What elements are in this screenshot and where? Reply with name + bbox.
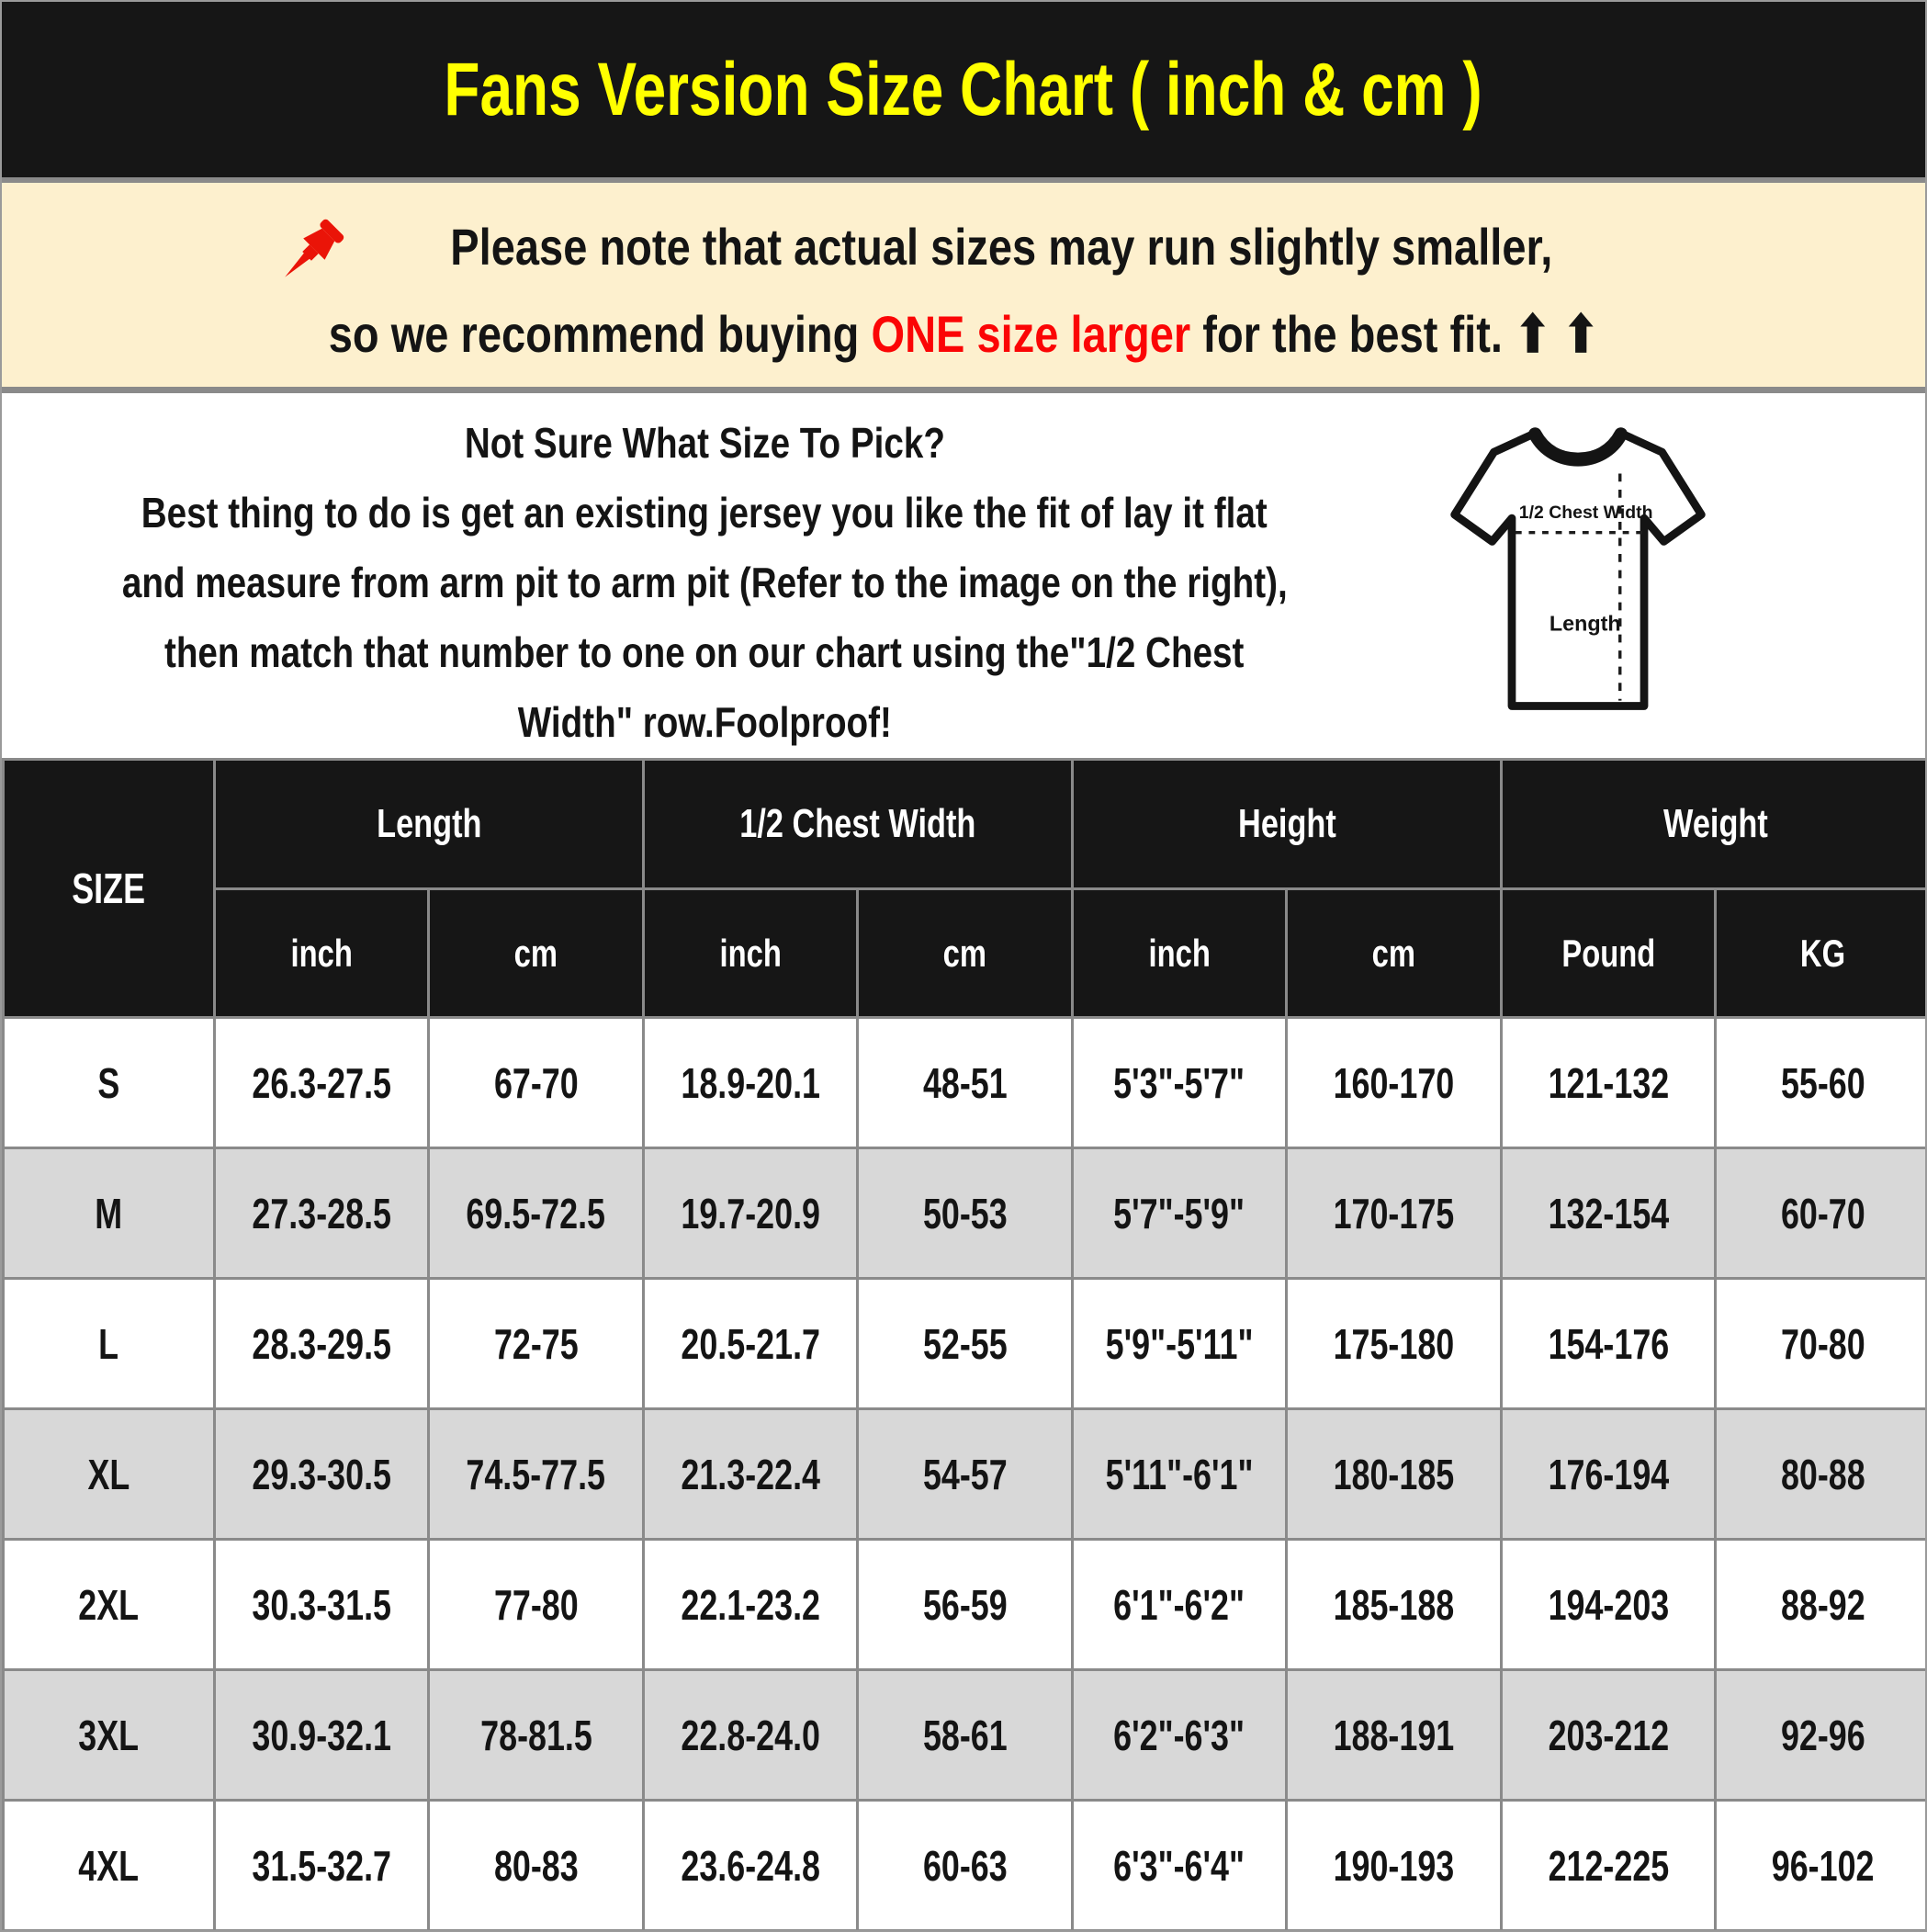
col-header-pound: Pound [1502, 889, 1716, 1018]
value-cell: 30.3-31.5 [215, 1540, 429, 1670]
chest-width-label: 1/2 Chest Width [1518, 503, 1653, 524]
value-cell: 5'9"-5'11" [1073, 1279, 1287, 1409]
size-cell: L [4, 1279, 215, 1409]
value-cell: 96-102 [1716, 1801, 1927, 1931]
col-group-length: Length [215, 760, 644, 889]
notice-text-2-suffix: for the best fit. [1189, 305, 1515, 363]
notice-text-2-prefix: so we recommend buying [328, 305, 872, 363]
value-cell: 5'7"-5'9" [1073, 1148, 1287, 1279]
guide-line: and measure from arm pit to arm pit (Refer to the image on the right), [121, 559, 1288, 606]
value-cell: 170-175 [1287, 1148, 1502, 1279]
table-row-3xl [4, 1670, 1927, 1801]
value-cell: 175-180 [1287, 1279, 1502, 1409]
pushpin-icon [270, 212, 351, 293]
value-cell: 78-81.5 [429, 1670, 644, 1801]
value-cell: 50-53 [858, 1148, 1073, 1279]
value-cell: 67-70 [429, 1018, 644, 1148]
value-cell: 28.3-29.5 [215, 1279, 429, 1409]
value-cell: 203-212 [1502, 1670, 1716, 1801]
col-header-size: SIZE [4, 760, 215, 1018]
value-cell: 55-60 [1716, 1018, 1927, 1148]
col-header-cm: cm [858, 889, 1073, 1018]
size-cell: 3XL [4, 1670, 215, 1801]
value-cell: 22.1-23.2 [644, 1540, 858, 1670]
tshirt-diagram [1444, 417, 1712, 728]
notice-text-1: Please note that actual sizes may run slightly smaller, [449, 218, 1552, 276]
value-cell: 180-185 [1287, 1409, 1502, 1540]
guide-heading: Not Sure What Size To Pick? [464, 419, 945, 467]
table-row-xl [4, 1409, 1927, 1540]
col-header-inch: inch [1073, 889, 1287, 1018]
col-group-height: Height [1073, 760, 1502, 889]
up-arrows-icon: ⬆ ⬆ [1514, 305, 1599, 363]
col-group-weight: Weight [1502, 760, 1927, 889]
size-table [2, 758, 1927, 1932]
value-cell: 60-63 [858, 1801, 1073, 1931]
col-header-inch: inch [215, 889, 429, 1018]
table-subheader-row [4, 889, 1927, 1018]
size-cell: S [4, 1018, 215, 1148]
value-cell: 18.9-20.1 [644, 1018, 858, 1148]
value-cell: 20.5-21.7 [644, 1279, 858, 1409]
value-cell: 5'11"-6'1" [1073, 1409, 1287, 1540]
value-cell: 194-203 [1502, 1540, 1716, 1670]
value-cell: 154-176 [1502, 1279, 1716, 1409]
value-cell: 6'2"-6'3" [1073, 1670, 1287, 1801]
tshirt-icon [1444, 417, 1712, 728]
value-cell: 48-51 [858, 1018, 1073, 1148]
value-cell: 121-132 [1502, 1018, 1716, 1148]
value-cell: 26.3-27.5 [215, 1018, 429, 1148]
value-cell: 92-96 [1716, 1670, 1927, 1801]
value-cell: 30.9-32.1 [215, 1670, 429, 1801]
value-cell: 56-59 [858, 1540, 1073, 1670]
value-cell: 19.7-20.9 [644, 1148, 858, 1279]
value-cell: 132-154 [1502, 1148, 1716, 1279]
table-row-s [4, 1018, 1927, 1148]
value-cell: 6'1"-6'2" [1073, 1540, 1287, 1670]
value-cell: 23.6-24.8 [644, 1801, 858, 1931]
value-cell: 80-88 [1716, 1409, 1927, 1540]
guide-line: Width" row.Foolproof! [517, 698, 892, 746]
value-cell: 60-70 [1716, 1148, 1927, 1279]
value-cell: 188-191 [1287, 1670, 1502, 1801]
value-cell: 185-188 [1287, 1540, 1502, 1670]
col-header-kg: KG [1716, 889, 1927, 1018]
size-cell: M [4, 1148, 215, 1279]
table-group-header-row [4, 760, 1927, 889]
title-bar [2, 2, 1925, 177]
value-cell: 80-83 [429, 1801, 644, 1931]
sizing-guide-section [2, 393, 1925, 758]
col-group-chest-width: 1/2 Chest Width [644, 760, 1073, 889]
guide-line: then match that number to one on our chart using the"1/2 Chest [164, 628, 1245, 676]
notice-line-1 [270, 207, 1658, 288]
value-cell: 52-55 [858, 1279, 1073, 1409]
size-table-wrap [2, 758, 1925, 1932]
col-header-cm: cm [429, 889, 644, 1018]
col-header-inch: inch [644, 889, 858, 1018]
size-cell: XL [4, 1409, 215, 1540]
size-cell: 2XL [4, 1540, 215, 1670]
value-cell: 77-80 [429, 1540, 644, 1670]
value-cell: 88-92 [1716, 1540, 1927, 1670]
table-row-2xl [4, 1540, 1927, 1670]
value-cell: 74.5-77.5 [429, 1409, 644, 1540]
value-cell: 5'3"-5'7" [1073, 1018, 1287, 1148]
table-row-m [4, 1148, 1927, 1279]
page-title: Fans Version Size Chart ( inch & cm ) [444, 47, 1483, 131]
value-cell: 190-193 [1287, 1801, 1502, 1931]
value-cell: 69.5-72.5 [429, 1148, 644, 1279]
value-cell: 212-225 [1502, 1801, 1716, 1931]
value-cell: 29.3-30.5 [215, 1409, 429, 1540]
table-row-4xl [4, 1801, 1927, 1931]
value-cell: 21.3-22.4 [644, 1409, 858, 1540]
one-size-larger-highlight: ONE size larger [871, 305, 1190, 363]
value-cell: 6'3"-6'4" [1073, 1801, 1287, 1931]
value-cell: 54-57 [858, 1409, 1073, 1540]
notice-banner [2, 183, 1925, 387]
value-cell: 176-194 [1502, 1409, 1716, 1540]
value-cell: 72-75 [429, 1279, 644, 1409]
table-row-l [4, 1279, 1927, 1409]
value-cell: 70-80 [1716, 1279, 1927, 1409]
size-cell: 4XL [4, 1801, 215, 1931]
value-cell: 22.8-24.0 [644, 1670, 858, 1801]
col-header-cm: cm [1287, 889, 1502, 1018]
value-cell: 27.3-28.5 [215, 1148, 429, 1279]
length-label: Length [1549, 611, 1621, 636]
value-cell: 160-170 [1287, 1018, 1502, 1148]
section-divider [2, 387, 1925, 393]
value-cell: 58-61 [858, 1670, 1073, 1801]
guide-line: Best thing to do is get an existing jersey you like the fit of lay it flat [141, 489, 1268, 537]
guide-text [2, 408, 1407, 757]
value-cell: 31.5-32.7 [215, 1801, 429, 1931]
notice-line-2 [208, 306, 1720, 363]
